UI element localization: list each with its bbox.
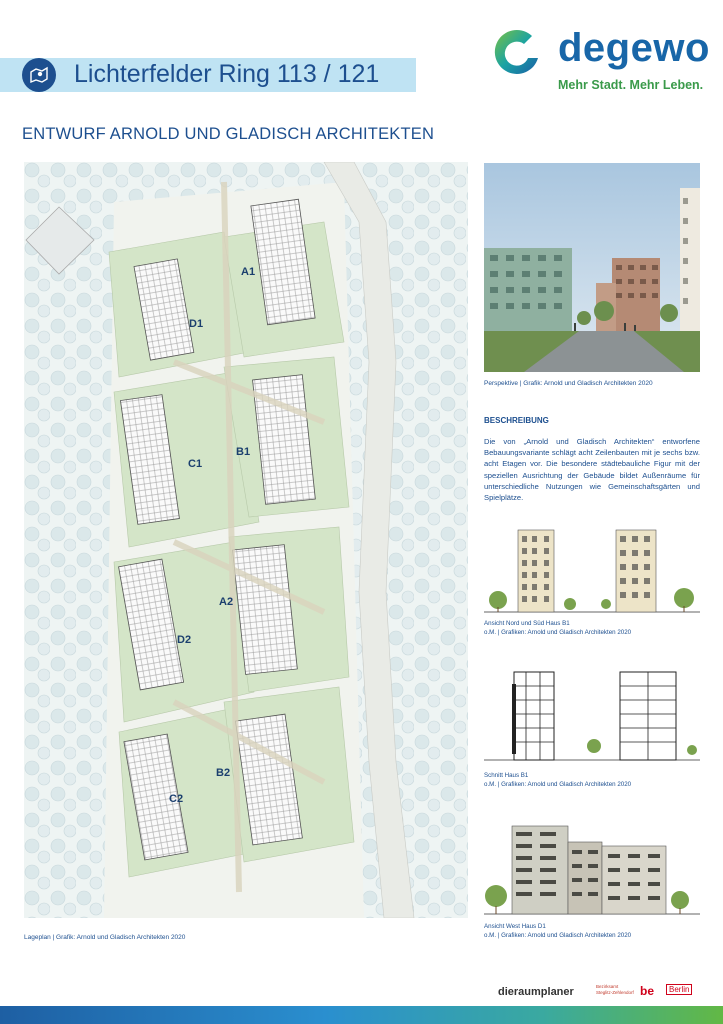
description-text: Die von „Arnold und Gladisch Architekten“ entworfene Bebauungsvariante schlägt acht Zeilenbauten mit je sechs bzw. acht Etagen vor. Die besondere städtebauliche Figur mit der speziellen Ausrichtung der Gebäude bildet Außenräume für unterschiedliche Nutzungen wie Gemeinschaftsgärten und Spielplätze. bbox=[484, 437, 700, 503]
section-b1 bbox=[484, 664, 700, 764]
plan-label-c2: C2 bbox=[169, 793, 184, 805]
site-plan bbox=[24, 162, 468, 918]
plan-label-c1: C1 bbox=[188, 458, 203, 470]
section-heading: ENTWURF ARNOLD UND GLADISCH ARCHITEKTEN bbox=[22, 125, 435, 143]
perspective-rendering bbox=[484, 163, 700, 372]
perspective-caption: Perspektive | Grafik: Arnold und Gladisch Architekten 2020 bbox=[484, 380, 653, 387]
plan-caption: Lageplan | Grafik: Arnold und Gladisch Architekten 2020 bbox=[24, 934, 186, 941]
footer-band bbox=[0, 1006, 723, 1024]
description-heading: BESCHREIBUNG bbox=[484, 416, 549, 425]
figure-3-title: Ansicht West Haus D1 bbox=[484, 923, 546, 930]
plan-label-a2: A2 bbox=[219, 596, 234, 608]
page-title: Lichterfelder Ring 113 / 121 bbox=[74, 60, 380, 88]
plan-label-a1: A1 bbox=[241, 266, 256, 278]
figure-2-credit: o.M. | Grafiken: Arnold und Gladisch Architekten 2020 bbox=[484, 781, 632, 788]
location-map-icon bbox=[22, 58, 56, 92]
raumplaner-logo: dieraumplaner bbox=[498, 986, 574, 998]
figure-3-credit: o.M. | Grafiken: Arnold und Gladisch Architekten 2020 bbox=[484, 932, 632, 939]
brand-name: degewo bbox=[558, 26, 710, 70]
district-office-label: Bezirksamt Steglitz-Zehlendorf bbox=[596, 984, 634, 995]
plan-label-b1: B1 bbox=[236, 446, 251, 458]
figure-1-credit: o.M. | Grafiken: Arnold und Gladisch Architekten 2020 bbox=[484, 629, 632, 636]
figure-1-caption bbox=[484, 619, 631, 637]
figure-2-title: Schnitt Haus B1 bbox=[484, 772, 529, 779]
plan-label-d2: D2 bbox=[177, 634, 192, 646]
plan-label-b2: B2 bbox=[216, 767, 231, 779]
figure-1-title: Ansicht Nord und Süd Haus B1 bbox=[484, 620, 570, 627]
elevation-west-d1 bbox=[484, 820, 700, 916]
be-berlin-logo: be bbox=[640, 984, 655, 998]
elevation-north-south-b1 bbox=[484, 522, 700, 614]
degewo-logo-icon bbox=[490, 26, 546, 82]
brand-tagline: Mehr Stadt. Mehr Leben. bbox=[558, 78, 704, 92]
figure-3-caption bbox=[484, 922, 631, 940]
plan-label-d1: D1 bbox=[189, 318, 204, 330]
berlin-label: Berlin bbox=[666, 984, 692, 995]
figure-2-caption bbox=[484, 771, 631, 789]
